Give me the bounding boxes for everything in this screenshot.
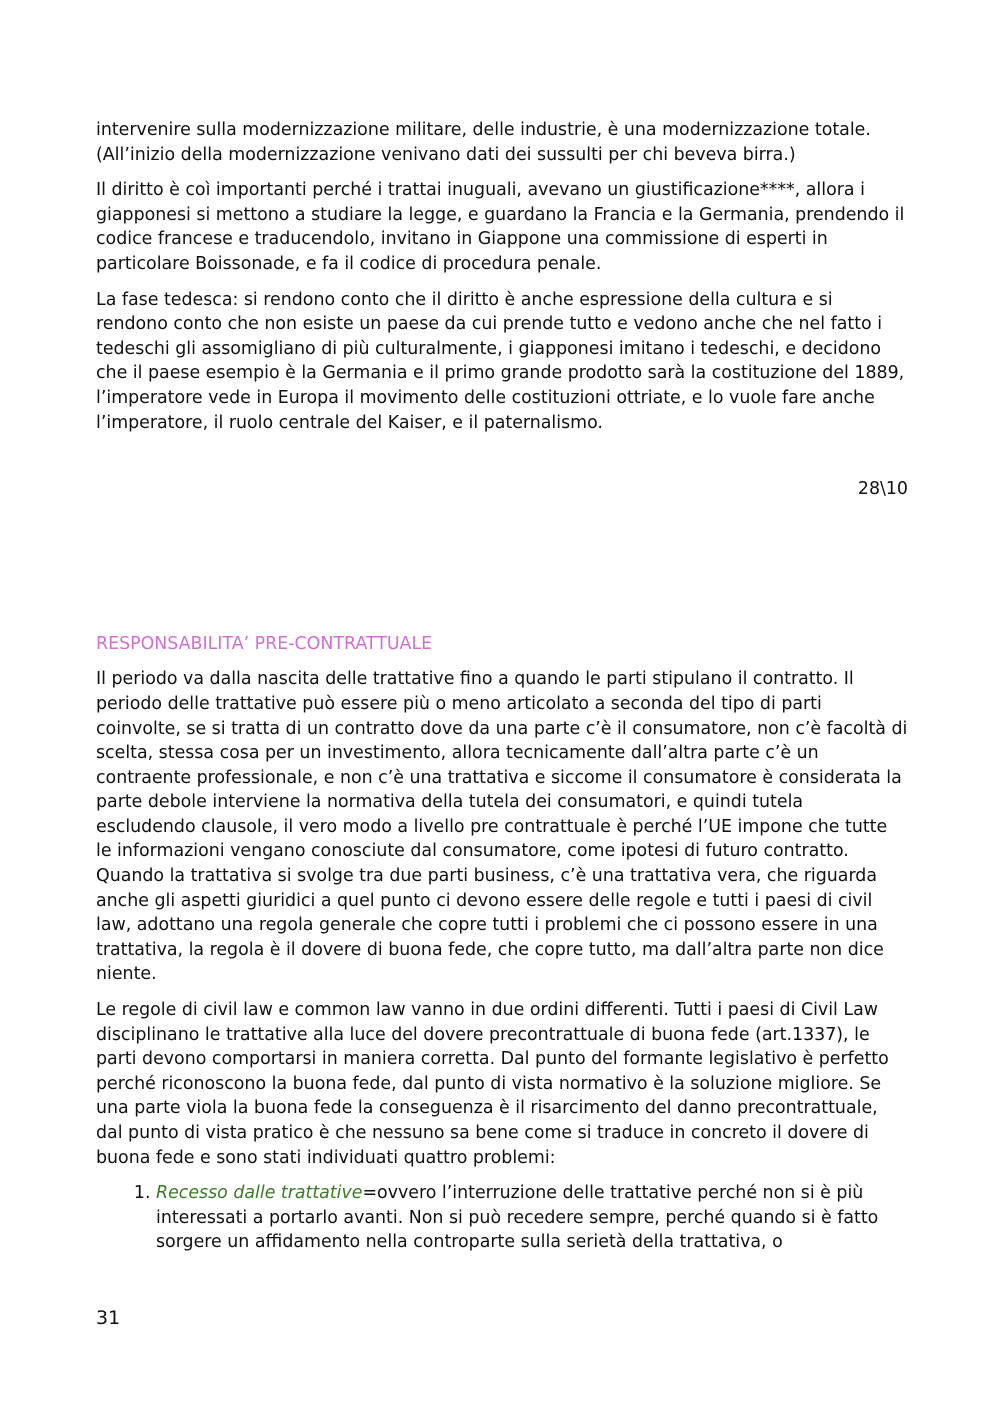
paragraph-diritto: Il diritto è coì importanti perché i trattai inuguali, avevano un giustificazione****, allora i giapponesi si mettono a studiare la legge, e guardano la Francia e la Germania, prendendo il codice francese e traducendolo, invitano in Giappone una commissione di esperti in particolare Boissonade, e fa il codice di procedura penale.: [96, 180, 905, 274]
list-item: [156, 1181, 908, 1255]
list-item-term: Recesso dalle trattative: [156, 1183, 363, 1204]
paragraph-modernizzazione: intervenire sulla modernizzazione militare, delle industrie, è una modernizzazione totale. (All’inizio della modernizzazione venivano dati dei sussulti per chi beveva birra.): [96, 120, 871, 165]
page-number: 31: [96, 1307, 121, 1329]
lecture-date: 28\10: [857, 479, 908, 500]
list-item-text: =ovvero l’interruzione delle trattative perché non si è più interessati a portarlo avanti. Non si può recedere sempre, perché quando si è fatto sorgere un affidamento nella controparte sulla serietà della trattativa, o: [156, 1183, 879, 1253]
problems-list: [96, 1181, 908, 1255]
section-heading: RESPONSABILITA’ PRE-CONTRATTUALE: [96, 633, 433, 654]
paragraph-periodo-trattative: Il periodo va dalla nascita delle trattative fino a quando le parti stipulano il contratto. Il periodo delle trattative può essere più o meno articolato a seconda del tipo di parti coinvolte, se si tratta di un contratto dove da una parte c’è il consumatore, non c’è facoltà di scelta, stessa cosa per un investimento, allora tecnicamente dall’altra parte c’è un contraente professionale, e non c’è una trattativa e siccome il consumatore è considerata la parte debole interviene la normativa della tutela dei consumatori, e quindi tutela escludendo clausole, il vero modo a livello pre contrattuale è perché l’UE impone che tutte le informazioni vengano conosciute dal consumatore, come ipotesi di futuro contratto. Quando la trattativa si svolge tra due parti business, c’è una trattativa vera, che riguarda anche gli aspetti giuridici a quel punto ci devono essere delle regole e tutti i paesi di civil law, adottano una regola generale che copre tutti i problemi che ci possono essere in una trattativa, la regola è il dovere di buona fede, che copre tutto, ma dall’altra parte non dice niente.: [96, 669, 908, 985]
paragraph-fase-tedesca: La fase tedesca: si rendono conto che il diritto è anche espressione della cultura e si rendono conto che non esiste un paese da cui prende tutto e vedono anche che nel fatto i tedeschi gli assomigliano di più culturalmente, i giapponesi imitano i tedeschi, e decidono che il paese esempio è la Germania e il primo grande prodotto sarà la costituzione del 1889, l’imperatore vede in Europa il movimento delle costituzioni ottriate, e lo vuole fare anche l’imperatore, il ruolo centrale del Kaiser, e il paternalismo.: [96, 289, 905, 433]
paragraph-civil-common-law: Le regole di civil law e common law vanno in due ordini differenti. Tutti i paesi di Civil Law disciplinano le trattative alla luce del dovere precontrattuale di buona fede (art.1337), le parti devono comportarsi in maniera corretta. Dal punto del formante legislativo è perfetto perché riconoscono la buona fede, dal punto di vista normativo è la soluzione migliore. Se una parte viola la buona fede la conseguenza è il risarcimento del danno precontrattuale, dal punto di vista pratico è che nessuno sa bene come si traduce in concreto il dovere di buona fede e sono stati individuati quattro problemi:: [96, 1000, 889, 1168]
document-page: [96, 118, 908, 1255]
